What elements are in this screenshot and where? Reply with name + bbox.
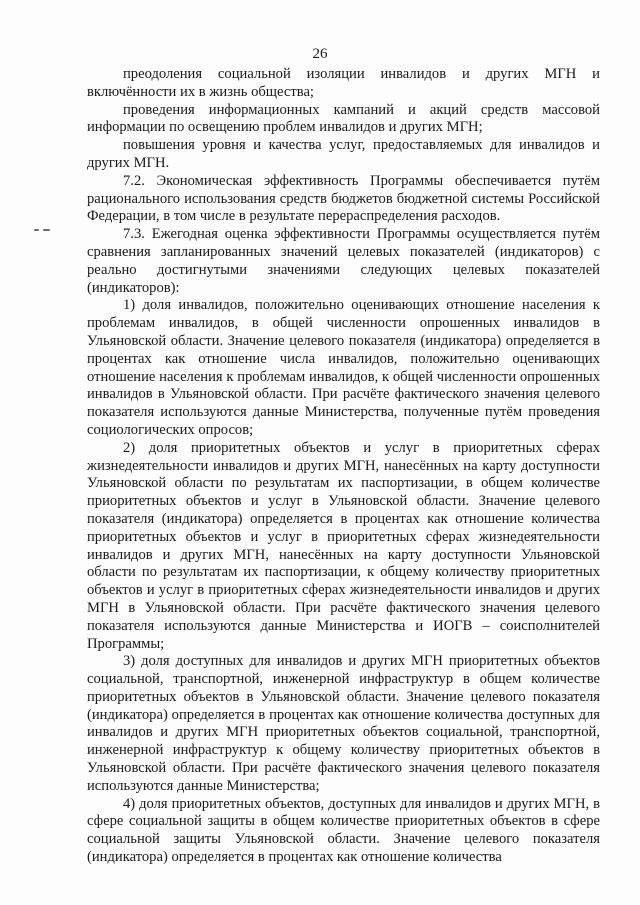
paragraph-indicator-1: 1) доля инвалидов, положительно оценивающих отношение населения к проблемам инвалидов, в общей численности опрошенных инвалидов в Ульяновской области. Значение целевого показателя (индикатора) определяется в процентах как отношение числа инвалидов, положительно оценивающих отношение населения к проблемам инвалидов, к общей численности опрошенных инвалидов в Ульяновской области. При расчёте фактического значения целевого показателя используются данные Министерства, полученные путём проведения социологических опросов; xyxy=(87,297,600,438)
paragraph-service-quality: повышения уровня и качества услуг, предоставляемых для инвалидов и других МГН. xyxy=(87,137,600,171)
paragraph-indicator-2: 2) доля приоритетных объектов и услуг в приоритетных сферах жизнедеятельности инвалидов и других МГН, нанесённых на карту доступности Ульяновской области по результатам их паспортизации, в общем количестве приоритетных объектов и услуг в Ульяновской области. Значение целевого показателя (индикатора) определяется в процентах как отношение количества приоритетных объектов и услуг в приоритетных сферах жизнедеятельности инвалидов и других МГН, нанесённых на карту доступности Ульяновской области по результатам их паспортизации, к общему количеству приоритетных объектов и услуг в приоритетных сферах жизнедеятельности инвалидов и других МГН в Ульяновской области. При расчёте фактического значения целевого показателя используются данные Министерства и ИОГВ – соисполнителей Программы; xyxy=(87,439,600,652)
paragraph-7-3: 7.3. Ежегодная оценка эффективности Программы осуществляется путём сравнения запланированных значений целевых показателей (индикаторов) с реально достигнутыми значениями следующих целевых показателей (индикаторов): xyxy=(87,226,600,296)
paragraph-7-2: 7.2. Экономическая эффективность Программы обеспечивается путём рационального использования средств бюджетов бюджетной системы Российской Федерации, в том числе в результате перераспределения расходов. xyxy=(87,172,600,225)
paragraph-information-campaigns: проведения информационных кампаний и акций средств массовой информации по освещению проблем инвалидов и других МГН; xyxy=(87,101,600,136)
page-number: 26 xyxy=(312,46,328,62)
margin-scan-mark xyxy=(34,229,50,232)
document-body xyxy=(87,66,600,867)
paragraph-isolation: преодоления социальной изоляции инвалидов и других МГН и включённости их в жизнь общества; xyxy=(87,66,600,100)
paragraph-indicator-3: 3) доля доступных для инвалидов и других МГН приоритетных объектов социальной, транспортной, инженерной инфраструктур в общем количестве приоритетных объектов в Ульяновской области. Значение целевого показателя (индикатора) определяется в процентах как отношение количества доступных для инвалидов и других МГН приоритетных объектов социальной, транспортной, инженерной инфраструктур к общему количеству приоритетных объектов в Ульяновской области. При расчёте фактического значения целевого показателя используются данные Министерства; xyxy=(87,653,600,794)
paragraph-indicator-4: 4) доля приоритетных объектов, доступных для инвалидов и других МГН, в сфере социальной защиты в общем количестве приоритетных объектов в сфере социальной защиты Ульяновской области. Значение целевого показателя (индикатора) определяется в процентах как отношение количества xyxy=(87,795,600,866)
